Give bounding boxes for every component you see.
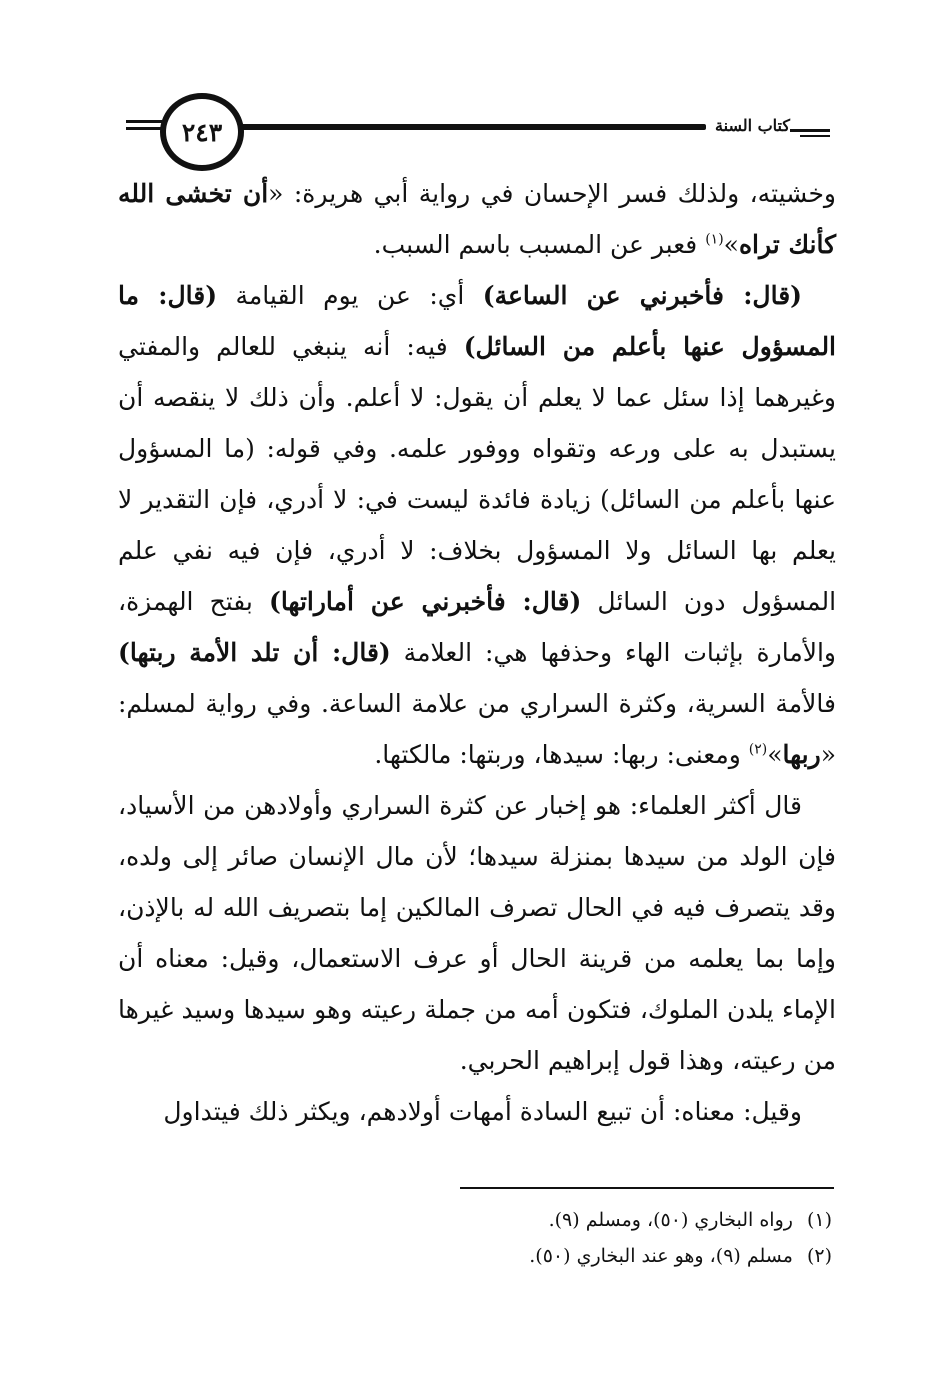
- footnote-ref[interactable]: (٢): [748, 741, 768, 758]
- header-rule-right-top: [790, 129, 830, 132]
- footnote-number: (١): [806, 1209, 832, 1231]
- footnote-text: رواه البخاري (٥٠)، ومسلم (٩).: [548, 1209, 793, 1231]
- footnotes: [232, 1202, 832, 1274]
- main-text: [118, 168, 836, 1137]
- text-run: فعبر عن المسبب باسم السبب.: [373, 230, 706, 259]
- text-run: فيه: أنه ينبغي للعالم والمفتي وغيرهما إذا سئل عما لا يعلم أن يقول: لا أعلم. وأن ذلك لا ينقصه أن يستبدل به على ورعه وتقواه ووفور علمه. وفي قوله: (ما المسؤول عنها بأعلم من السائل) زيادة فائدة ليست في: لا أدري، فإن التقدير لا يعلم بها السائل ولا المسؤول بخلاف: لا أدري، فإن فيه نفي علم المسؤول دون السائل: [118, 332, 837, 616]
- footnote-text: مسلم (٩)، وهو عند البخاري (٥٠).: [529, 1245, 793, 1267]
- bold-text: (قال: ما المسؤول عنها بأعلم من السائل): [118, 281, 837, 361]
- text-run: »: [767, 740, 783, 769]
- bold-text: أن تخشى الله كأنك تراه: [118, 179, 836, 259]
- text-run: قال أكثر العلماء: هو إخبار عن كثرة السراري وأولادهن من الأسياد، فإن الولد من سيدها بمنزلة سيدها؛ لأن مال الإنسان صائر إلى ولده، وقد يتصرف فيه في الحال تصرف المالكين إما بتصريف الله له بالإذن، وإما بما يعلمه من قرينة الحال أو عرف الاستعمال، وقيل: معناه أن الإماء يلدن الملوك، فتكون أمه من جملة رعيته وهو سيدها وسيد غيرها من رعيته، وهذا قول إبراهيم الحربي.: [118, 791, 836, 1075]
- text-run: بفتح الهمزة، والأمارة بإثبات الهاء وحذفها هي: العلامة: [118, 587, 836, 667]
- header-rule-main: [236, 124, 706, 130]
- footnote-number: (٢): [806, 1245, 832, 1267]
- text-run: وخشيته، ولذلك فسر الإحسان في رواية أبي هريرة: «: [268, 179, 836, 208]
- bold-text: فأخبرني عن الساعة): [482, 281, 724, 310]
- footnote-2: [232, 1238, 832, 1274]
- text-run: أي: عن يوم القيامة: [217, 281, 483, 310]
- text-run: »: [723, 230, 739, 259]
- text-run: فالأمة السرية، وكثرة السراري من علامة الساعة. وفي رواية لمسلم: «: [118, 689, 836, 769]
- paragraph-3: [118, 780, 836, 1086]
- paragraph-1: [118, 168, 836, 270]
- text-run: ومعنى: ربها: سيدها، وربتها: مالكتها.: [374, 740, 749, 769]
- text-run: وقيل: معناه: أن تبيع السادة أمهات أولادهم، ويكثر ذلك فيتداول: [163, 1097, 802, 1126]
- paragraph-4: [118, 1086, 836, 1137]
- bold-text: (قال:: [723, 281, 802, 310]
- bold-text: (قال: أن تلد الأمة ربتها): [118, 638, 391, 667]
- bold-text: ربها: [782, 740, 821, 769]
- footnote-1: [232, 1202, 832, 1238]
- footnote-separator: [460, 1187, 834, 1189]
- bold-text: (قال: فأخبرني عن أماراتها): [268, 587, 582, 616]
- running-head-title: كتاب السنة: [715, 116, 790, 135]
- paragraph-2: [118, 270, 836, 780]
- header-rule-right-bottom: [800, 135, 830, 137]
- page-number: ٢٤٣: [160, 93, 244, 171]
- footnote-ref[interactable]: (١): [705, 231, 724, 248]
